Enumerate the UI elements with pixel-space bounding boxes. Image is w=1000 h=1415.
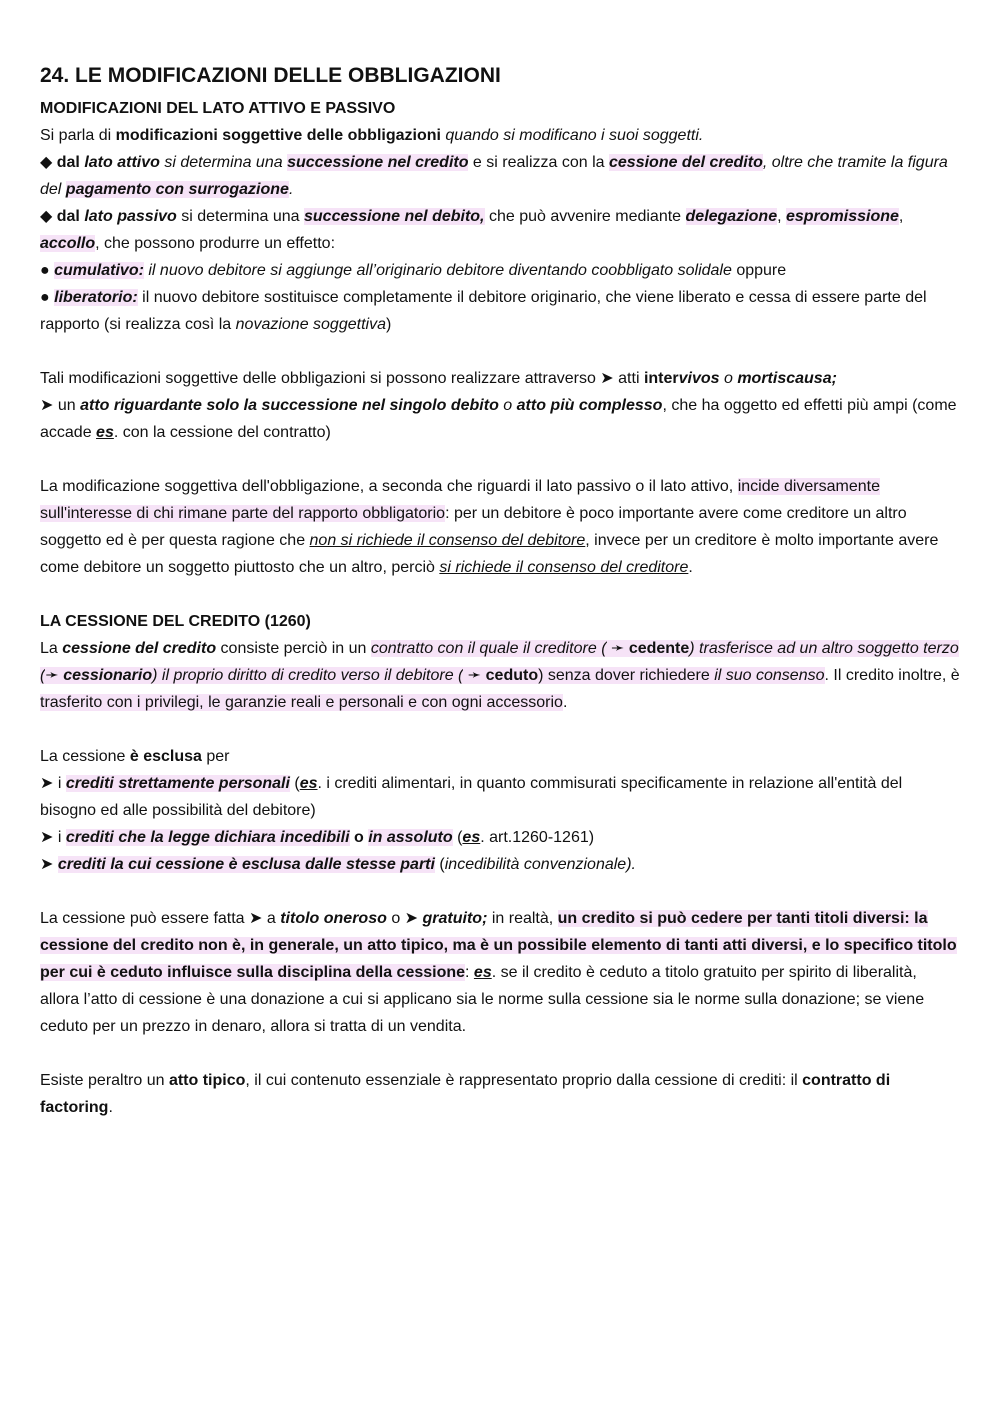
paragraph-modificazione-soggettiva: La modificazione soggettiva dell'obbligazione, a seconda che riguardi il lato passivo o il lato attivo, incide diversamente sull'interesse di chi rimane parte del rapporto obbligatorio: per un debitore è poco importante avere come creditore un altro soggetto ed è per questa ragione che non si richiede il consenso del debitore, invece per un creditore è molto importante avere come debitore un soggetto piuttosto che un altro, perciò si richiede il consenso del creditore. — [40, 478, 939, 577]
paragraph-lato-passivo: ◆ dal lato passivo si determina una successione nel debito, che può avvenire mediante delegazione, espromissione, accollo, che possono produrre un effetto: — [40, 208, 904, 253]
paragraph-titolo-cessione: La cessione può essere fatta ➤ a titolo oneroso o ➤ gratuito; in realtà, un credito si può cedere per tanti titoli diversi: la cessione del credito non è, in generale, un atto tipico, ma è un possibile elemento di tanti atti diversi, e lo specifico titolo per cui è ceduto influisce sulla disciplina della cessione: es. se il credito è ceduto a titolo gratuito per spirito di liberalità, allora l’atto di cessione è una donazione a cui si applicano sia le norme sulla cessione sia le norme sulla donazione; se viene ceduto per un prezzo in denaro, allora si tratta di un vendita. — [40, 910, 957, 1036]
list-item-liberatorio: ● liberatorio: il nuovo debitore sostituisce completamente il debitore originario, che viene liberato e cessa di essere parte del rapporto (si realizza così la novazione soggettiva) — [40, 289, 927, 334]
dot-bullet-icon: ● — [40, 262, 50, 280]
spacer — [40, 581, 960, 608]
spacer — [40, 338, 960, 365]
diamond-bullet-icon: ◆ — [40, 208, 53, 226]
spacer — [40, 1040, 960, 1067]
paragraph-modificazioni-soggettive: Si parla di modificazioni soggettive delle obbligazioni quando si modificano i suoi soggetti. — [40, 127, 704, 145]
paragraph-cessione-esclusa: La cessione è esclusa per — [40, 748, 230, 766]
paragraph-factoring: Esiste peraltro un atto tipico, il cui contenuto essenziale è rappresentato proprio dalla cessione di crediti: il contratto di factoring. — [40, 1072, 891, 1117]
list-item-crediti-incedibili: ➤ i crediti che la legge dichiara incedibili o in assoluto (es. art.1260-1261) — [40, 829, 595, 847]
paragraph-cessione-definizione: La cessione del credito consiste perciò in un contratto con il quale il creditore ( ➛ cedente) trasferisce ad un altro soggetto terzo (➛ cessionario) il proprio diritto di credito verso il debitore ( ➛ ceduto) senza dover richiedere il suo consenso. Il credito inoltre, è trasferito con i privilegi, le garanzie reali e personali e con ogni accessorio. — [40, 640, 960, 712]
diamond-bullet-icon: ◆ — [40, 154, 53, 172]
spacer — [40, 878, 960, 905]
list-item-cumulativo: ● cumulativo: il nuovo debitore si aggiunge all’originario debitore diventando coobbligato solidale oppure — [40, 262, 787, 280]
spacer — [40, 716, 960, 743]
paragraph-atti-intervivos: Tali modificazioni soggettive delle obbligazioni si possono realizzare attraverso ➤ atti intervivos o mortiscausa; — [40, 370, 837, 388]
paragraph-atto-complesso: ➤ un atto riguardante solo la successione nel singolo debito o atto più complesso, che ha oggetto ed effetti più ampi (come accade es. con la cessione del contratto) — [40, 397, 957, 442]
spacer — [40, 446, 960, 473]
list-item-crediti-parti: ➤ crediti la cui cessione è esclusa dalle stesse parti (incedibilità convenzionale). — [40, 856, 636, 874]
dot-bullet-icon: ● — [40, 289, 50, 307]
page-title: 24. LE MODIFICAZIONI DELLE OBBLIGAZIONI — [40, 64, 501, 87]
section-heading-cessione: LA CESSIONE DEL CREDITO (1260) — [40, 613, 311, 631]
list-item-crediti-personali: ➤ i crediti strettamente personali (es. i crediti alimentari, in quanto commisurati specificamente in relazione all'entità del bisogno ed alle possibilità del debitore) — [40, 775, 903, 820]
section-heading-modificazioni: MODIFICAZIONI DEL LATO ATTIVO E PASSIVO — [40, 100, 396, 118]
paragraph-lato-attivo: ◆ dal lato attivo si determina una successione nel credito e si realizza con la cessione del credito, oltre che tramite la figura del pagamento con surrogazione. — [40, 154, 948, 199]
